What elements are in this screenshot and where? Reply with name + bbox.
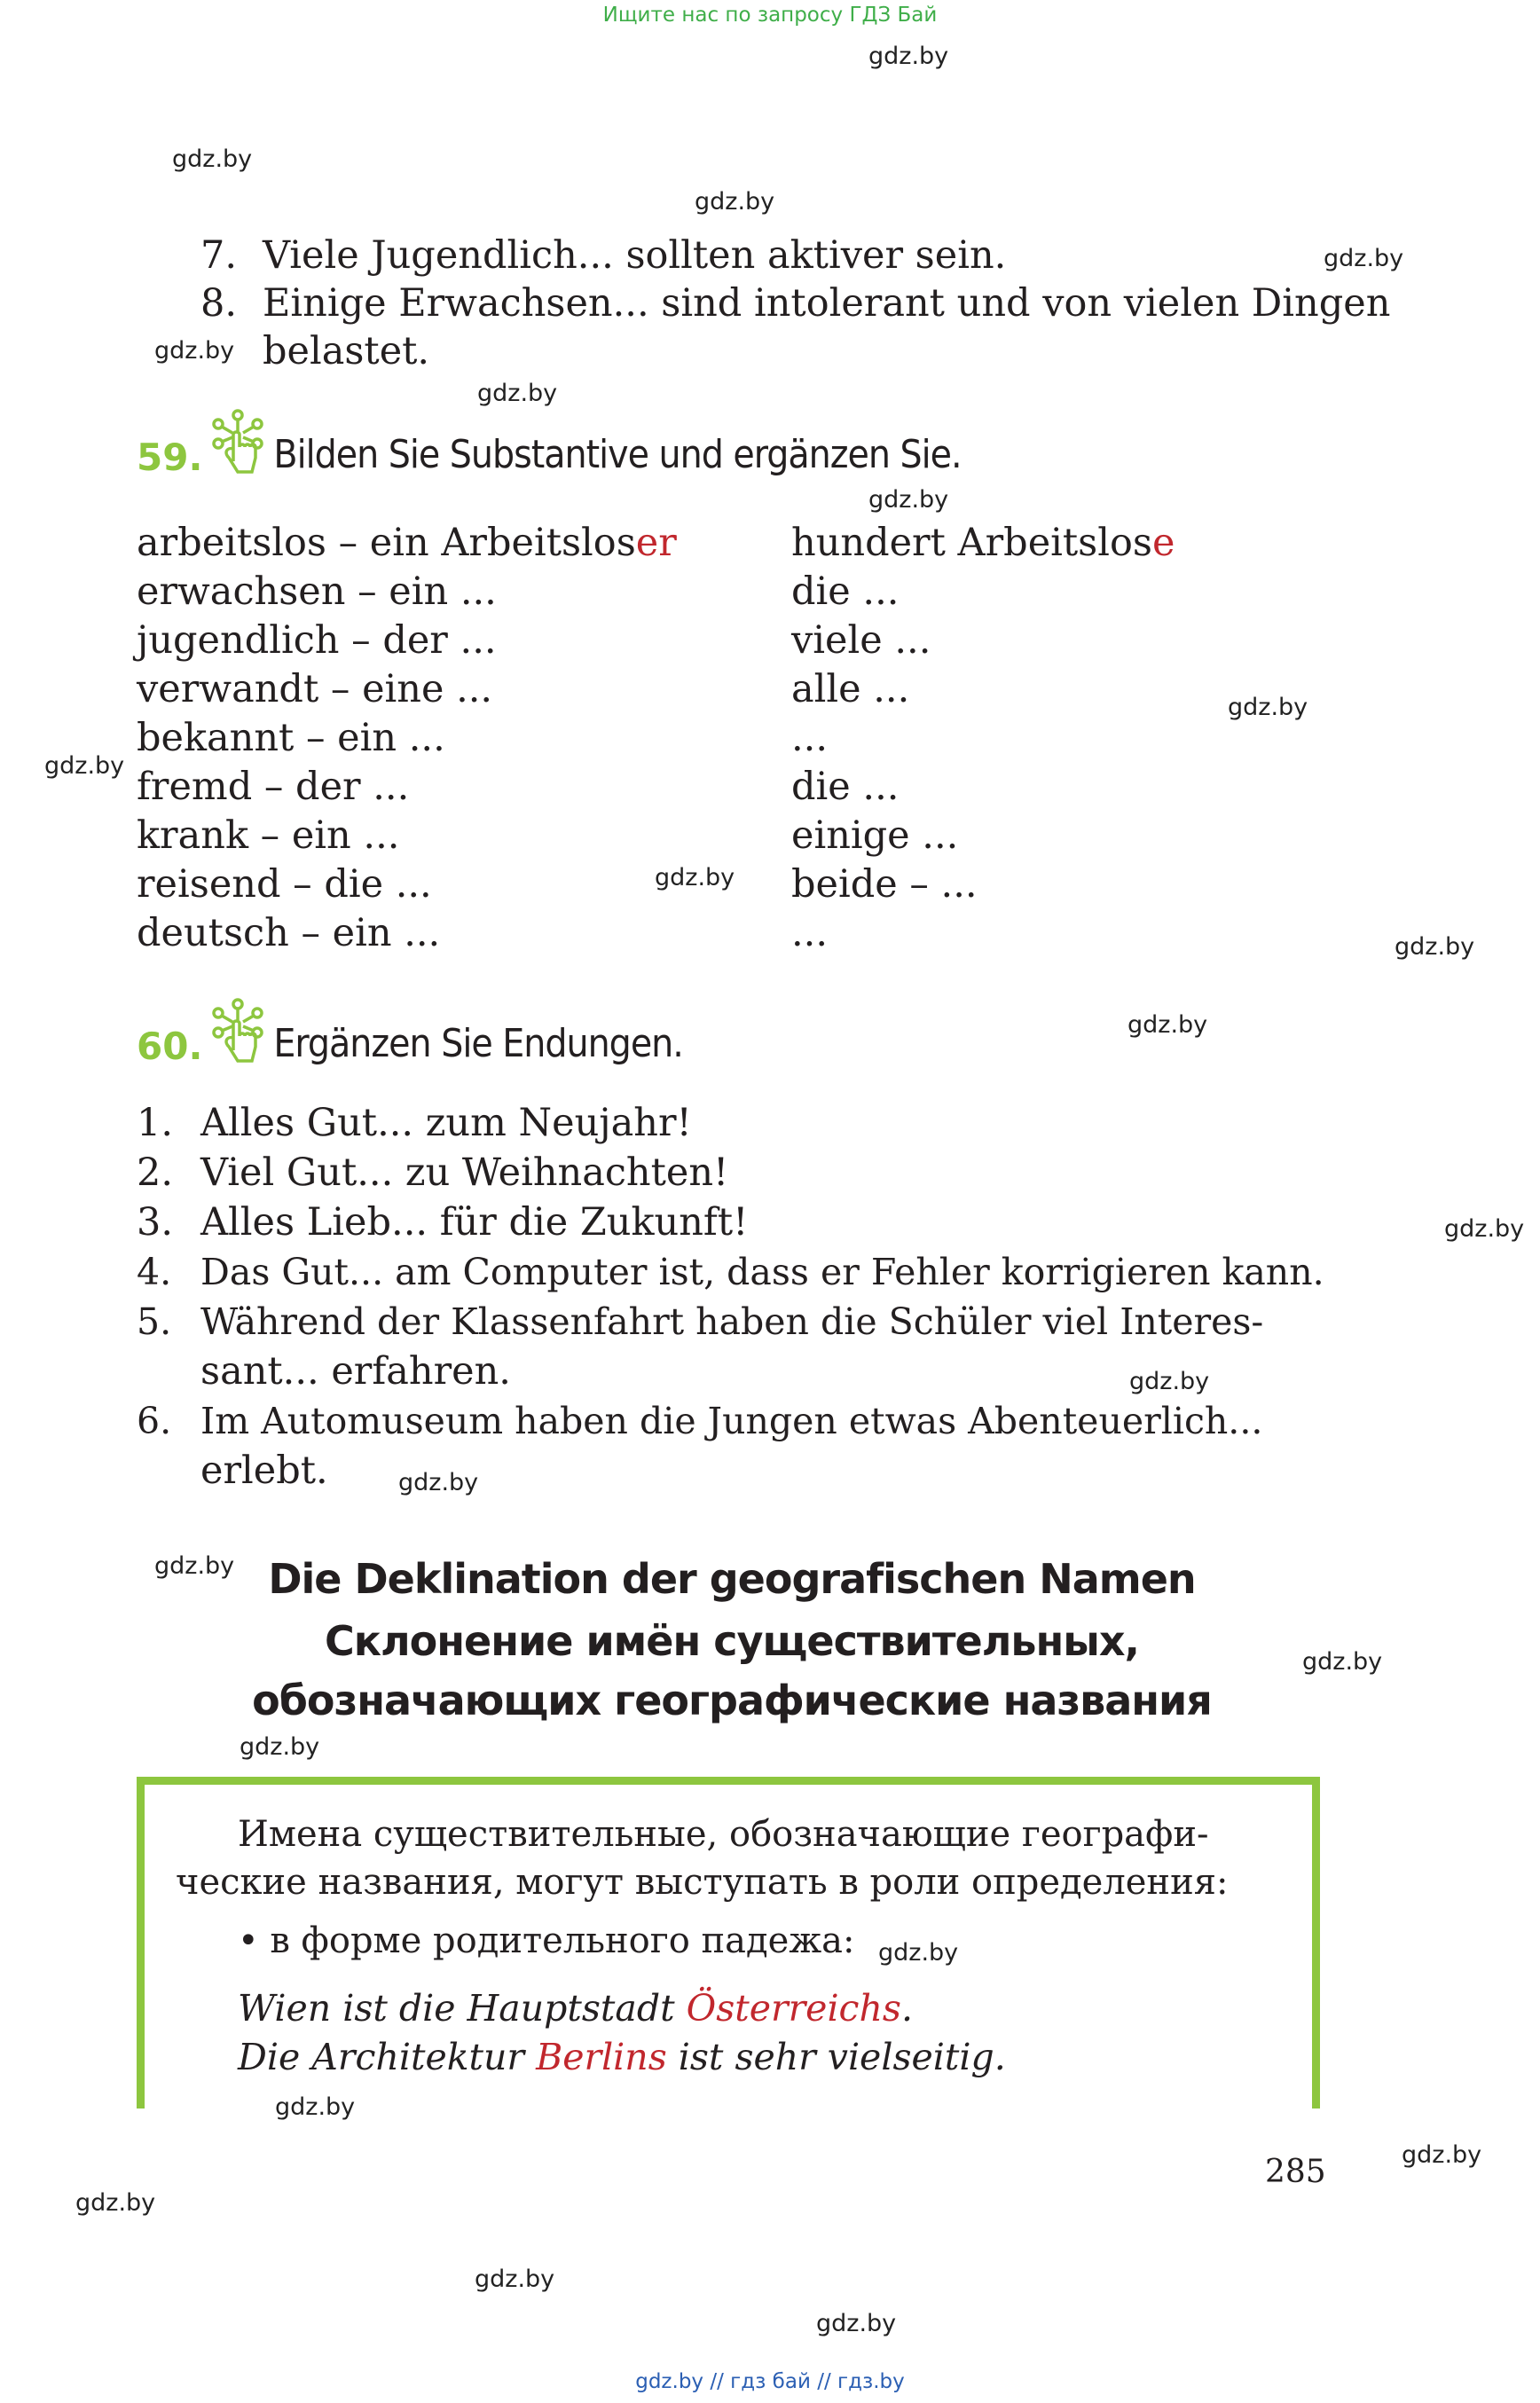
section-title-german: Die Deklination der geografischen Namen [268,1555,1196,1603]
list-item [791,666,1175,715]
list-item [137,861,677,910]
section-title-russian-1: Склонение имён существительных, [324,1617,1140,1665]
watermark: gdz.by [1228,694,1308,721]
rule-text-line-1: Имена существительные, обозначающие географи- [238,1814,1209,1855]
list-item [137,1249,1324,1299]
watermark: gdz.by [695,188,775,216]
watermark: gdz.by [655,864,735,891]
list-item-7 [200,232,1006,279]
watermark: gdz.by [1444,1215,1525,1243]
section-title-russian-2: обозначающих географические названия [252,1677,1212,1724]
item-text: Während der Klassenfahrt haben die Schüler viel Interes- [200,1300,1264,1343]
item-text: deutsch – ein ... [137,911,441,955]
watermark: gdz.by [1128,1011,1208,1039]
item-text: erwachsen – ein ... [137,569,497,614]
list-item-8 [200,280,1390,326]
item-text: fremd – der ... [137,765,410,809]
list-item [137,1100,1324,1150]
item-text: alle ... [791,667,910,711]
exercise-title: Bilden Sie Substantive und ergänzen Sie. [273,432,962,477]
item-number: 5. [137,1300,172,1343]
item-text: reisend – die ... [137,862,432,907]
list-item [791,861,1175,910]
list-item [137,764,677,813]
network-hand-icon [209,408,266,483]
page-number: 285 [1265,2154,1326,2190]
watermark: gdz.by [868,486,949,514]
item-text: Einige Erwachsen... sind intolerant und von vielen Dingen [263,281,1391,326]
list-item [137,617,677,666]
item-number: 3. [137,1200,174,1245]
rule-bullet [238,1918,854,1964]
item-text: arbeitslos – ein Arbeitslos [137,521,636,565]
item-text: beide – ... [791,862,978,907]
item-number: 7. [200,233,238,278]
rule-example-1 [238,1985,913,2031]
item-number: 2. [137,1150,174,1195]
item-text: Alles Lieb... für die Zukunft! [200,1200,749,1245]
item-number: 6. [137,1400,172,1442]
network-hand-icon [209,997,266,1072]
item-text: die ... [791,765,900,809]
list-item [137,569,677,617]
watermark: gdz.by [275,2093,356,2121]
item-text: bekannt – ein ... [137,716,445,760]
exercise-59-heading [137,408,962,479]
item-text: Das Gut... am Computer ist, dass er Fehler korrigieren kann. [200,1251,1324,1293]
list-item [137,813,677,861]
list-item [137,1150,1324,1199]
top-banner[interactable]: Ищите нас по запросу ГДЗ Бай [602,4,938,27]
list-item [137,666,677,715]
item-text: krank – ein ... [137,813,400,858]
example-text: . [900,1987,914,2030]
bullet-icon: • [238,1920,271,1961]
rule-example-2 [238,2034,1006,2080]
exercise-59-left-column [137,520,677,959]
item-text: erlebt. [200,1449,328,1493]
list-item [137,520,677,569]
list-item [137,1299,1324,1348]
item-number: 8. [200,281,238,326]
watermark: gdz.by [154,1552,235,1580]
watermark: gdz.by [1324,245,1404,272]
item-text: ... [791,911,829,955]
watermark: gdz.by [475,2266,555,2293]
example-highlight: Berlins [536,2036,667,2078]
example-text: Wien ist die Hauptstadt [238,1987,687,2030]
example-highlight: Österreichs [686,1987,901,2030]
list-item [137,1398,1324,1448]
watermark: gdz.by [816,2310,897,2337]
list-item [791,910,1175,959]
watermark: gdz.by [878,1939,959,1967]
item-number: 4. [137,1251,172,1293]
list-item [137,1448,1324,1497]
item-text: hundert Arbeitslos [791,521,1152,565]
watermark: gdz.by [1302,1648,1383,1676]
watermark: gdz.by [172,145,253,173]
watermark: gdz.by [44,752,125,780]
list-item [791,715,1175,764]
item-text: Im Automuseum haben die Jungen etwas Abenteuerlich... [200,1400,1263,1442]
item-text: die ... [791,569,900,614]
exercise-number: 60. [137,1025,203,1068]
item-text: belastet. [263,329,430,373]
item-text: Alles Gut... zum Neujahr! [200,1101,692,1145]
footer-links[interactable]: gdz.by // гдз бай // гдз.by [635,2370,905,2393]
exercise-60-list [137,1100,1324,1497]
list-item [137,910,677,959]
list-item [791,813,1175,861]
list-item [137,1348,1324,1398]
example-text: Die Architektur [238,2036,537,2078]
watermark: gdz.by [1402,2141,1482,2169]
watermark: gdz.by [75,2189,156,2217]
watermark: gdz.by [868,43,949,70]
item-text: ... [791,716,829,760]
item-text: einige ... [791,813,959,858]
exercise-number: 59. [137,436,203,479]
list-item [791,617,1175,666]
watermark: gdz.by [240,1733,320,1761]
list-item [791,569,1175,617]
list-item [791,764,1175,813]
exercise-title: Ergänzen Sie Endungen. [273,1021,683,1066]
list-item-8-continued [263,328,429,374]
watermark: gdz.by [1395,933,1475,961]
exercise-59-right-column [791,520,1175,959]
watermark: gdz.by [477,380,558,407]
watermark: gdz.by [398,1469,479,1496]
item-text: Viel Gut... zu Weihnachten! [200,1150,729,1195]
list-item [137,715,677,764]
item-text: jugendlich – der ... [137,618,497,663]
list-item [791,520,1175,569]
rule-text-line-2: ческие названия, могут выступать в роли определения: [176,1862,1229,1903]
example-text: ist sehr vielseitig. [666,2036,1006,2078]
exercise-60-heading [137,997,683,1068]
item-text: viele ... [791,618,931,663]
watermark: gdz.by [1129,1368,1210,1395]
item-text: sant... erfahren. [200,1349,511,1394]
item-text: Viele Jugendlich... sollten aktiver sein. [263,233,1007,278]
bullet-text: в форме родительного падежа: [270,1920,855,1961]
item-number: 1. [137,1101,174,1145]
list-item [137,1199,1324,1249]
watermark: gdz.by [154,337,235,365]
item-text: verwandt – eine ... [137,667,493,711]
red-ending: er [635,521,677,565]
red-ending: e [1151,521,1175,565]
